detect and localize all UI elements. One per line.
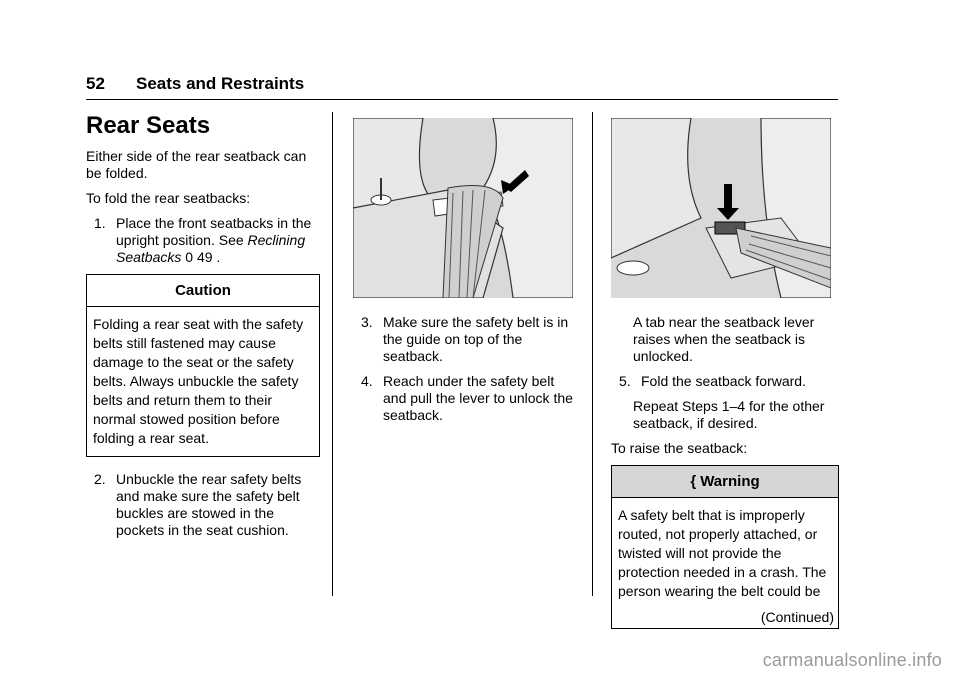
step-1 <box>86 215 320 266</box>
step-text: Fold the seatback forward. <box>641 373 806 389</box>
warning-body: A safety belt that is improperly routed, not properly attached, or twisted will not provide the protection needed in a crash. The person wearing the belt could be <box>618 507 827 599</box>
warning-icon: { <box>690 473 697 490</box>
step-text: Unbuckle the rear safety belts and make sure the safety belt buckles are stowed in the pockets in the seat cushion. <box>116 471 302 538</box>
step-text: Make sure the safety belt is in the guide on top of the seatback. <box>383 314 569 364</box>
caution-body: Folding a rear seat with the safety belts still fastened may cause damage to the seat or the safety belts. Always unbuckle the safety belts and return them to their normal stowed position before folding a rear seat. <box>93 316 304 446</box>
raise-lead-text: To raise the seatback: <box>611 440 748 456</box>
step-text: Place the front seatbacks in the upright position. See <box>116 215 312 248</box>
column-2 <box>353 112 575 432</box>
caution-title: Caution <box>87 275 319 307</box>
page-reference: 0 49 . <box>181 249 221 265</box>
watermark: carmanualsonline.info <box>762 650 942 670</box>
seatback-lever-illustration <box>611 118 831 298</box>
continued-label: (Continued) <box>760 609 834 625</box>
section-title: Seats and Restraints <box>136 74 305 93</box>
page-header <box>86 72 838 100</box>
page-number: 52 <box>86 74 105 93</box>
repeat-note: Repeat Steps 1–4 for the other seatback, if desired. <box>633 398 825 431</box>
step-number: 3. <box>361 314 373 330</box>
lead-text: To fold the rear seatbacks: <box>86 190 251 206</box>
caution-box <box>86 274 320 457</box>
intro-text: Either side of the rear seatback can be folded. <box>86 148 307 181</box>
warning-title-bar <box>612 466 838 498</box>
step-3 <box>353 314 575 365</box>
page-title: Rear Seats <box>86 112 211 139</box>
step-text: Reach under the safety belt and pull the lever to unlock the seatback. <box>383 373 573 423</box>
step-number: 5. <box>619 373 631 389</box>
tab-note: A tab near the seatback lever raises when the seatback is unlocked. <box>633 314 815 364</box>
column-1 <box>86 112 320 547</box>
warning-title: Warning <box>700 473 760 490</box>
step-number: 2. <box>94 471 106 487</box>
step-4 <box>353 373 575 424</box>
step-number: 1. <box>94 215 106 231</box>
cross-reference-link[interactable]: Reclining Seatbacks <box>116 232 306 265</box>
step-number: 4. <box>361 373 373 389</box>
column-divider-1 <box>332 112 333 596</box>
step-2 <box>86 471 320 539</box>
column-3 <box>611 112 839 643</box>
seatbelt-guide-illustration <box>353 118 573 298</box>
column-divider-2 <box>592 112 593 596</box>
warning-box <box>611 465 839 629</box>
step-5 <box>611 373 839 390</box>
